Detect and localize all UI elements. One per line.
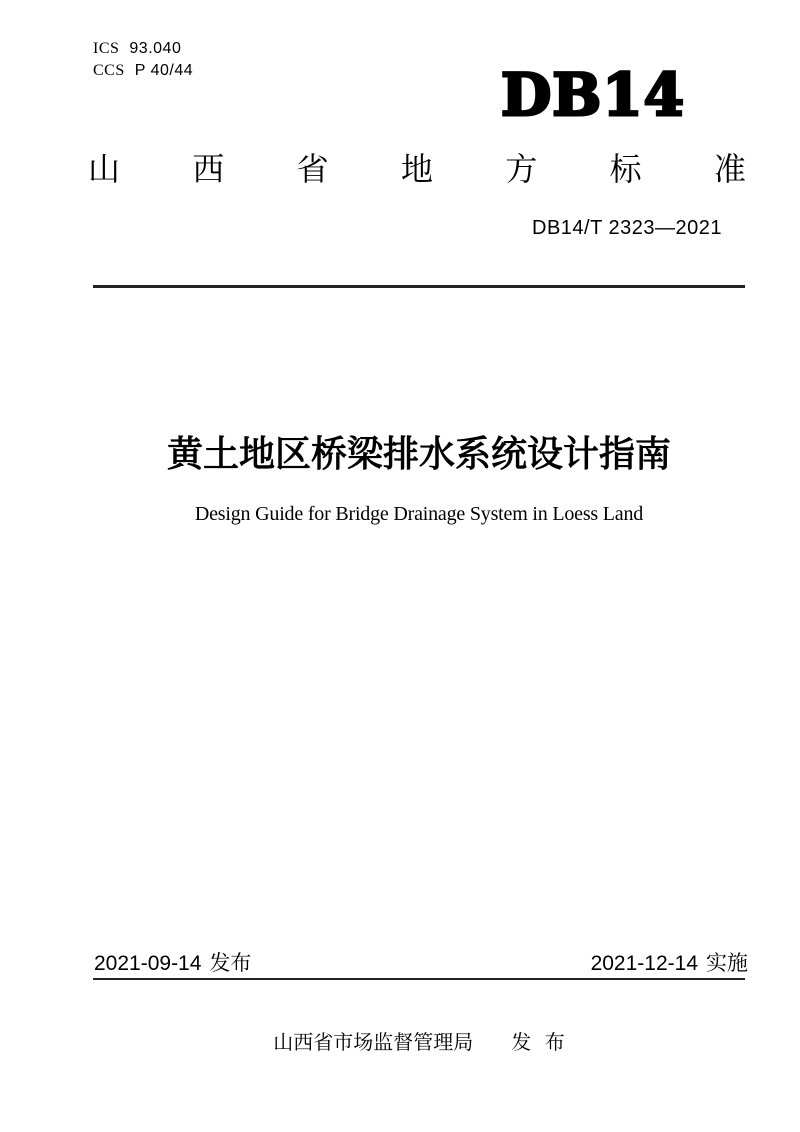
issue-date-value: 2021-09-14 (94, 952, 202, 975)
standard-type-char: 山 (88, 151, 121, 187)
standard-type-char: 西 (192, 151, 225, 187)
implementation-date (591, 951, 748, 977)
standard-type-char: 地 (400, 151, 433, 187)
implementation-date-label: 实施 (706, 952, 748, 975)
ics-value: 93.040 (129, 40, 182, 57)
ccs-label: CCS (93, 62, 125, 79)
dates-row (94, 951, 748, 977)
footer-rule (93, 978, 745, 980)
ics-label: ICS (93, 40, 120, 57)
publisher-line (93, 1030, 745, 1056)
standard-type-heading (88, 150, 746, 188)
implementation-date-value: 2021-12-14 (590, 952, 698, 975)
standard-type-char: 省 (296, 151, 329, 187)
standard-type-char: 准 (713, 151, 746, 187)
document-title-en: Design Guide for Bridge Drainage System in Loess Land (194, 503, 644, 525)
classification-codes (93, 38, 193, 82)
issue-date-label: 发布 (209, 952, 252, 975)
ics-code (93, 38, 193, 60)
db14-logo: DB14 (500, 61, 685, 129)
issue-date (94, 951, 251, 977)
ccs-code (93, 60, 193, 82)
publisher-name: 山西省市场监督管理局 (273, 1032, 474, 1054)
standard-number: DB14/T 2323—2021 (532, 217, 722, 239)
ccs-value: P 40/44 (134, 62, 194, 79)
header-rule (93, 285, 745, 288)
standard-type-char: 标 (609, 151, 642, 187)
document-title-cn: 黄土地区桥梁排水系统设计指南 (166, 433, 671, 474)
release-label: 发 布 (511, 1032, 565, 1054)
standard-type-char: 方 (505, 151, 538, 187)
